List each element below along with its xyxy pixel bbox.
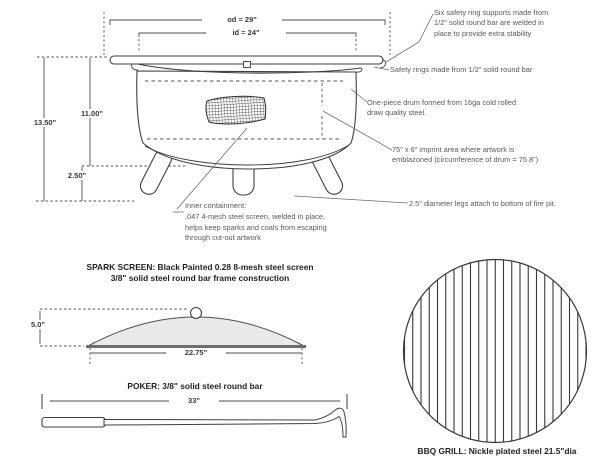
od-dimension-label: od = 29"	[202, 15, 282, 24]
leg-height-label: 2.50"	[57, 171, 97, 180]
spark-screen-title: SPARK SCREEN: Black Painted 0.28 8-mesh steel screen 3/8" solid steel round bar frame construction	[86, 262, 314, 284]
spark-screen-width-label: 22.75"	[166, 348, 226, 357]
safety-ring-support-tab	[244, 62, 251, 68]
poker-bar-and-hook	[104, 408, 346, 437]
bbq-grill-caption: BBQ GRILL: Nickle plated steel 21.5"dia	[417, 446, 577, 456]
spark-screen-drawing	[40, 308, 306, 367]
total-height-label: 13.50"	[25, 118, 65, 127]
annotation-safety-rings: Safety rings made from 1/2" solid round bar	[390, 65, 533, 74]
spark-screen-dome	[88, 317, 304, 346]
drum-height-label: 11.00"	[72, 109, 112, 118]
spark-screen-handle	[191, 308, 202, 319]
mesh-screen-patch	[206, 96, 266, 124]
annotation-drum: One-piece drum formed from 16ga cold rolled draw quality steel.	[367, 98, 517, 118]
annotation-inner-containment: Inner containment: .047 4-mesh steel screen, welded in place, helps keep sparks and coals from escaping through cut-out artwork	[185, 201, 327, 243]
annotation-imprint-area: 75" x 6" imprint area where artwork is emblazoned (circumference of drum = 75.8")	[392, 145, 539, 165]
annotation-legs: 2.5" diameter legs attach to bottom of fire pit.	[409, 199, 556, 208]
id-dimension-label: id = 24"	[206, 28, 286, 37]
bbq-grill-drawing	[404, 258, 587, 445]
fire-pit-drawing	[110, 56, 386, 197]
poker-handle	[42, 418, 105, 428]
spark-screen-height-label: 5.0"	[26, 320, 50, 329]
annotation-safety-supports: Six safety ring supports made from 1/2" solid round bar are welded in place to provide extra stability	[434, 8, 549, 38]
poker-title: POKER: 3/8" solid steel round bar	[127, 381, 263, 391]
poker-length-label: 33"	[169, 396, 219, 405]
